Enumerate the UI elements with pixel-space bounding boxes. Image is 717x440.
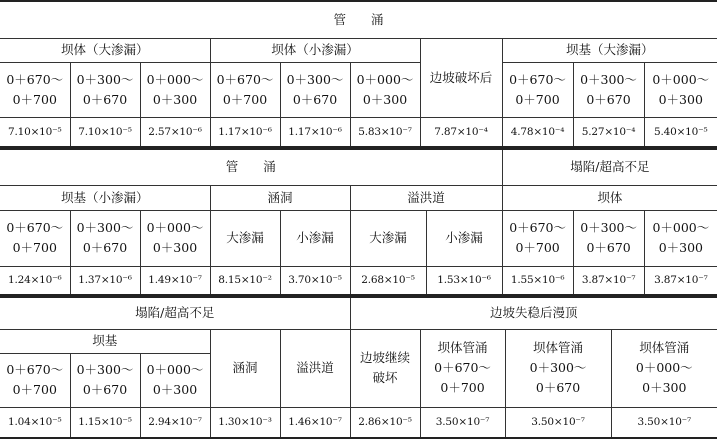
value-cell: 2.94×10⁻⁷ [140, 407, 210, 438]
value-cell: 1.30×10⁻³ [210, 407, 280, 438]
station-header: 0＋300～ 0＋670 [70, 210, 140, 266]
value-cell: 5.27×10⁻⁴ [573, 117, 644, 147]
value-cell: 1.53×10⁻⁶ [426, 266, 502, 295]
value-cell: 8.15×10⁻² [210, 266, 280, 295]
value-cell: 3.70×10⁻⁵ [280, 266, 350, 295]
station-header: 0＋000～ 0＋300 [140, 62, 210, 117]
leak-header: 大渗漏 [210, 210, 280, 266]
header-dam-body-large: 坝体（大渗漏） [0, 38, 210, 62]
group-header: 管 涌 [0, 149, 502, 185]
value-cell: 1.46×10⁻⁷ [280, 407, 350, 438]
value-cell: 1.24×10⁻⁶ [0, 266, 70, 295]
header-dam-piping: 坝体管涌 0＋000～ 0＋300 [611, 329, 717, 407]
header-dam-piping: 坝体管涌 0＋300～ 0＋670 [505, 329, 611, 407]
header-dam-body-small: 坝体（小渗漏） [210, 38, 420, 62]
group-header: 边坡失稳后漫顶 [350, 297, 717, 329]
value-cell: 1.37×10⁻⁶ [70, 266, 140, 295]
station-header: 0＋670～ 0＋700 [502, 62, 573, 117]
header-slope-continued-failure: 边坡继续 破坏 [350, 329, 420, 407]
station-header: 0＋300～ 0＋670 [280, 62, 350, 117]
header-spillway: 溢洪道 [350, 185, 502, 210]
value-cell: 1.15×10⁻⁵ [70, 407, 140, 438]
station-header: 0＋000～ 0＋300 [140, 210, 210, 266]
header-dam-foundation-small: 坝基（小渗漏） [0, 185, 210, 210]
value-cell: 1.55×10⁻⁶ [502, 266, 573, 295]
header-dam-body: 坝体 [502, 185, 717, 210]
station-header: 0＋670～ 0＋700 [502, 210, 573, 266]
value-cell: 1.49×10⁻⁷ [140, 266, 210, 295]
station-header: 0＋300～ 0＋670 [573, 62, 644, 117]
station-header: 0＋000～ 0＋300 [350, 62, 420, 117]
station-header: 0＋300～ 0＋670 [70, 62, 140, 117]
table-guanyong-1 [0, 0, 717, 148]
value-cell: 7.10×10⁻⁵ [0, 117, 70, 147]
leak-header: 小渗漏 [426, 210, 502, 266]
station-header: 0＋000～ 0＋300 [644, 210, 717, 266]
value-cell: 2.68×10⁻⁵ [350, 266, 426, 295]
header-dam-foundation-large: 坝基（大渗漏） [502, 38, 717, 62]
group-header: 塌陷/超高不足 [502, 149, 717, 185]
value-cell: 7.87×10⁻⁴ [420, 117, 502, 147]
header-dam-foundation: 坝基 [0, 329, 210, 353]
header-after-slope-failure: 边坡破坏后 [420, 38, 502, 117]
group-header: 塌陷/超高不足 [0, 297, 350, 329]
value-cell: 1.17×10⁻⁶ [280, 117, 350, 147]
value-cell: 3.50×10⁻⁷ [505, 407, 611, 438]
value-cell: 2.86×10⁻⁵ [350, 407, 420, 438]
table-collapse-overtopping [0, 296, 717, 439]
station-header: 0＋670～ 0＋700 [0, 353, 70, 407]
value-cell: 3.87×10⁻⁷ [573, 266, 644, 295]
station-header: 0＋300～ 0＋670 [573, 210, 644, 266]
station-header: 0＋670～ 0＋700 [210, 62, 280, 117]
value-cell: 3.87×10⁻⁷ [644, 266, 717, 295]
station-header: 0＋670～ 0＋700 [0, 62, 70, 117]
value-cell: 5.83×10⁻⁷ [350, 117, 420, 147]
header-dam-piping: 坝体管涌 0＋670～ 0＋700 [420, 329, 505, 407]
leak-header: 大渗漏 [350, 210, 426, 266]
value-cell: 4.78×10⁻⁴ [502, 117, 573, 147]
table-guanyong-2 [0, 148, 717, 296]
value-cell: 7.10×10⁻⁵ [70, 117, 140, 147]
value-cell: 1.17×10⁻⁶ [210, 117, 280, 147]
value-cell: 3.50×10⁻⁷ [420, 407, 505, 438]
value-cell: 5.40×10⁻⁵ [644, 117, 717, 147]
group-header: 管 涌 [0, 1, 717, 38]
header-culvert: 涵洞 [210, 185, 350, 210]
station-header: 0＋670～ 0＋700 [0, 210, 70, 266]
leak-header: 小渗漏 [280, 210, 350, 266]
value-cell: 1.04×10⁻⁵ [0, 407, 70, 438]
station-header: 0＋000～ 0＋300 [644, 62, 717, 117]
header-culvert: 涵洞 [210, 329, 280, 407]
station-header: 0＋000～ 0＋300 [140, 353, 210, 407]
value-cell: 3.50×10⁻⁷ [611, 407, 717, 438]
station-header: 0＋300～ 0＋670 [70, 353, 140, 407]
value-cell: 2.57×10⁻⁶ [140, 117, 210, 147]
header-spillway: 溢洪道 [280, 329, 350, 407]
